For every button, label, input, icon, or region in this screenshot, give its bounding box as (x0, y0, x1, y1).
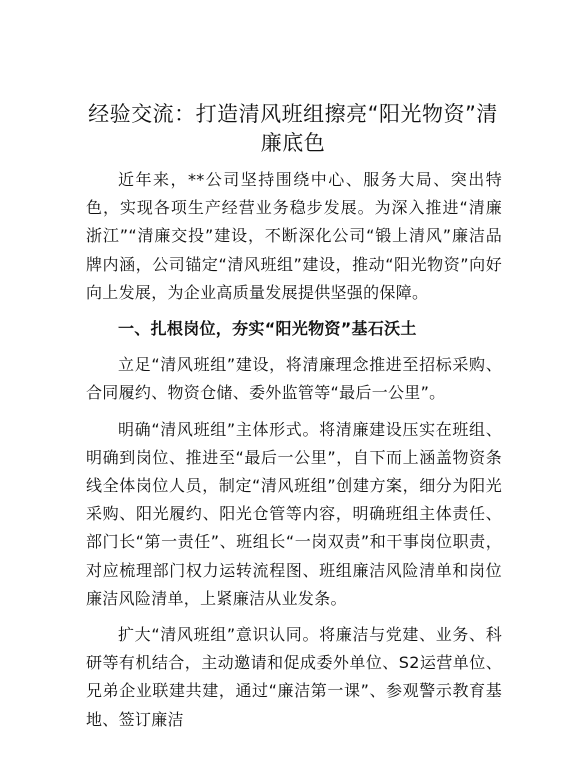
document-body (86, 166, 502, 734)
intro-paragraph: 近年来，**公司坚持围绕中心、服务大局、突出特色，实现各项生产经营业务稳步发展。为深入推进“清廉浙江”“清廉交投”建设，不断深化公司“锻上清风”廉洁品牌内涵，公司锚定“清风班组”建设，推动“阳光物资”向好向上发展，为企业高质量发展提供坚强的保障。 (86, 170, 502, 302)
document-title: 经验交流：打造清风班组擦亮“阳光物资”清廉底色 (88, 102, 498, 155)
section-heading: 一、扎根岗位，夯实“阳光物资”基石沃土 (118, 319, 417, 339)
body-paragraph: 立足“清风班组”建设，将清廉理念推进至招标采购、合同履约、物资仓储、委外监管等“最后一公里”。 (86, 355, 502, 403)
body-paragraph: 明确“清风班组”主体形式。将清廉建设压实在班组、明确到岗位、推进至“最后一公里”，自下而上涵盖物资条线全体岗位人员，制定“清风班组”创建方案，细分为阳光采购、阳光履约、阳光仓管等内容，明确班组主体责任、部门长“第一责任”、班组长“一岗双责”和干事岗位职责，对应梳理部门权力运转流程图、班组廉洁风险清单和岗位廉洁风险清单，上紧廉洁从业发条。 (86, 419, 502, 608)
body-paragraph: 扩大“清风班组”意识认同。将廉洁与党建、业务、科研等有机结合，主动邀请和促成委外单位、S2运营单位、兄弟企业联建共建，通过“廉洁第一课”、参观警示教育基地、签订廉洁 (86, 625, 502, 729)
